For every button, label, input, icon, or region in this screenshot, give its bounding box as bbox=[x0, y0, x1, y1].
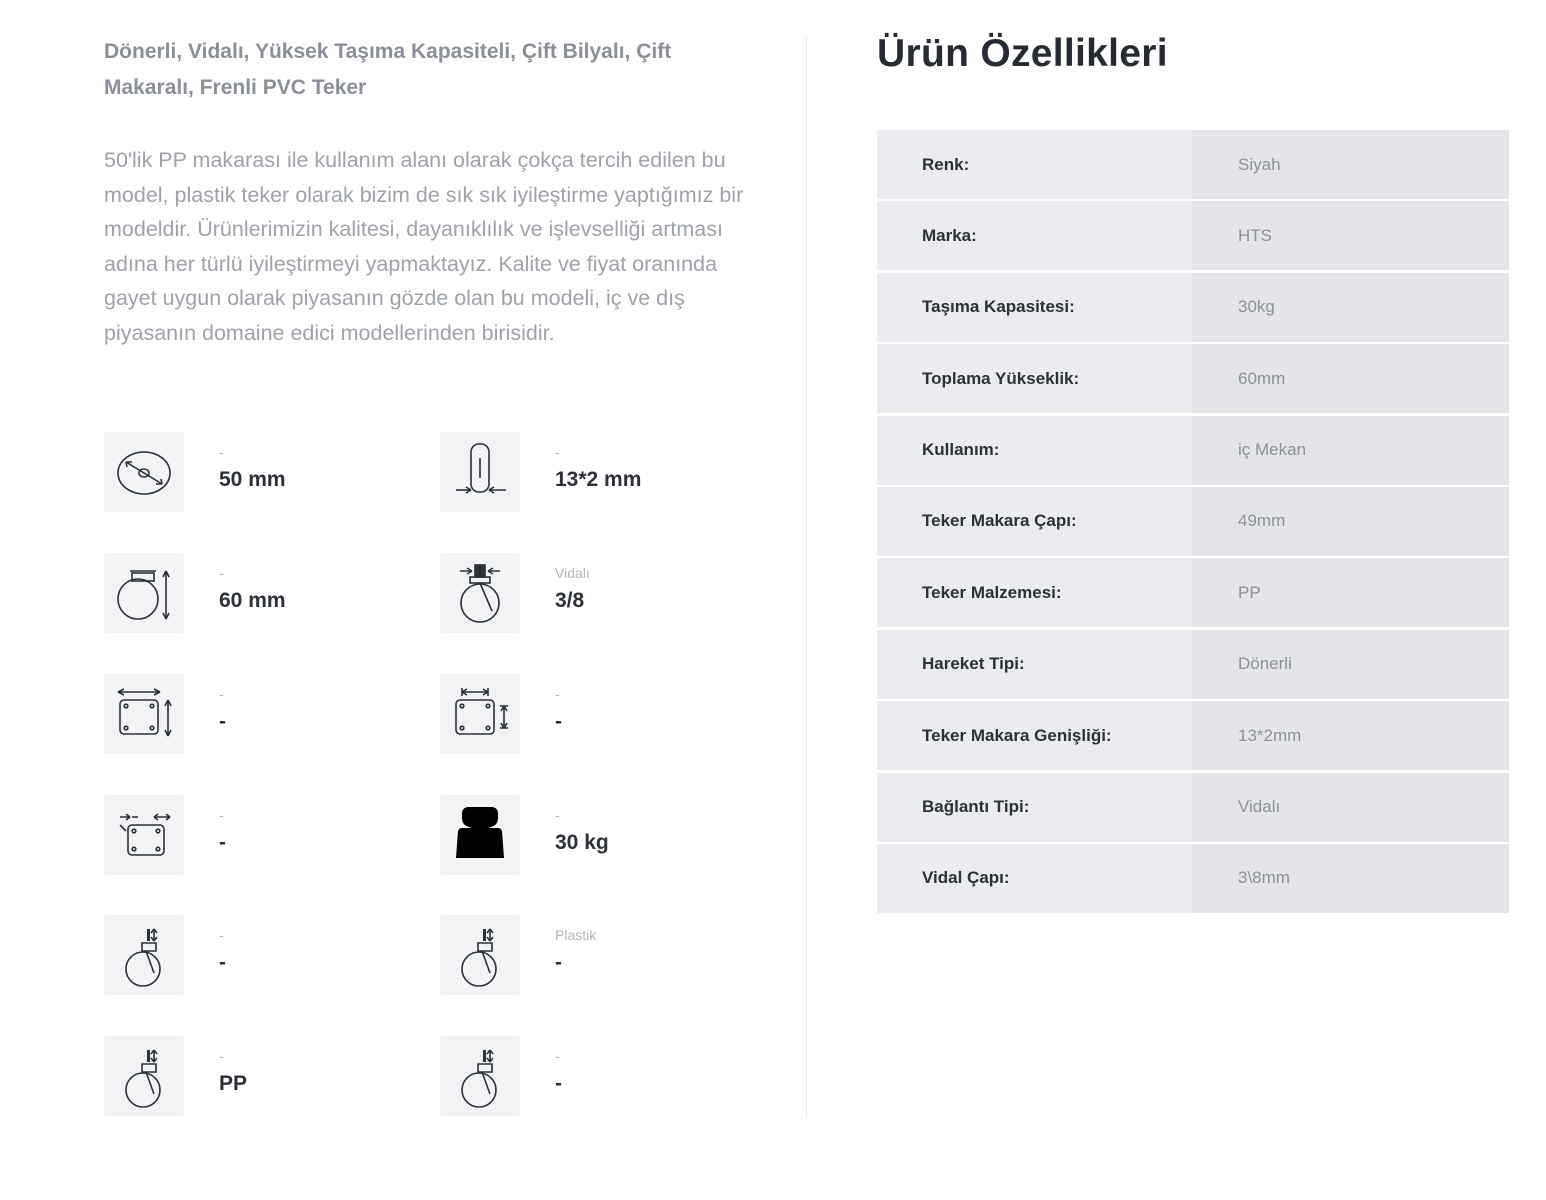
feature-value: - bbox=[555, 710, 562, 733]
spec-value: 3\8mm bbox=[1192, 844, 1509, 913]
feature-value: - bbox=[219, 710, 226, 733]
weight-capacity-icon bbox=[440, 795, 520, 875]
spec-row bbox=[877, 630, 1509, 699]
feature-value: 50 mm bbox=[219, 468, 286, 491]
feature-brake-2 bbox=[440, 915, 760, 997]
feature-label: - bbox=[555, 807, 560, 823]
hole-diameter-icon bbox=[104, 795, 184, 875]
column-divider bbox=[806, 36, 807, 1118]
spec-row bbox=[877, 416, 1509, 485]
feature-value: - bbox=[555, 951, 562, 974]
spec-value: 60mm bbox=[1192, 344, 1509, 413]
spec-row bbox=[877, 773, 1509, 842]
spec-row bbox=[877, 844, 1509, 913]
spec-value: Vidalı bbox=[1192, 773, 1509, 842]
spec-key: Vidal Çapı: bbox=[877, 844, 1192, 913]
caster-icon bbox=[104, 915, 184, 995]
spec-value: Dönerli bbox=[1192, 630, 1509, 699]
feature-value: - bbox=[219, 831, 226, 854]
feature-label: - bbox=[555, 1048, 560, 1064]
spec-row bbox=[877, 130, 1509, 199]
feature-brake-4 bbox=[440, 1036, 760, 1118]
spec-key: Toplama Yükseklik: bbox=[877, 344, 1192, 413]
caster-icon bbox=[104, 1036, 184, 1116]
plate-size-icon bbox=[104, 674, 184, 754]
feature-value: PP bbox=[219, 1072, 248, 1095]
feature-screw-mount bbox=[440, 553, 760, 635]
spec-key: Bağlantı Tipi: bbox=[877, 773, 1192, 842]
feature-label: Plastik bbox=[555, 927, 597, 943]
wheel-diameter-icon bbox=[104, 432, 184, 512]
wheel-width-icon bbox=[440, 432, 520, 512]
spec-value: HTS bbox=[1192, 201, 1509, 270]
spec-key: Teker Malzemesi: bbox=[877, 558, 1192, 627]
total-height-icon bbox=[104, 553, 184, 633]
spec-row bbox=[877, 201, 1509, 270]
feature-wheel-width bbox=[440, 432, 760, 514]
spec-value: iç Mekan bbox=[1192, 416, 1509, 485]
feature-hole-spacing bbox=[440, 674, 760, 756]
product-subtitle: Dönerli, Vidalı, Yüksek Taşıma Kapasiteli, Çift Bilyalı, Çift Makaralı, Frenli PVC Teker bbox=[104, 40, 672, 99]
feature-value: 3/8 bbox=[555, 589, 585, 612]
feature-plate-size bbox=[104, 674, 424, 756]
feature-value: 30 kg bbox=[555, 831, 609, 854]
feature-hole-diameter bbox=[104, 795, 424, 877]
spec-value: 30kg bbox=[1192, 273, 1509, 342]
specs-table bbox=[877, 130, 1509, 915]
spec-value: 49mm bbox=[1192, 487, 1509, 556]
spec-row bbox=[877, 273, 1509, 342]
feature-brake-1 bbox=[104, 915, 424, 997]
spec-key: Teker Makara Çapı: bbox=[877, 487, 1192, 556]
screw-mount-icon bbox=[440, 553, 520, 633]
feature-label: - bbox=[219, 565, 224, 581]
feature-value: 13*2 mm bbox=[555, 468, 642, 491]
feature-label: - bbox=[219, 444, 224, 460]
spec-key: Kullanım: bbox=[877, 416, 1192, 485]
feature-label: - bbox=[219, 1048, 224, 1064]
feature-label: - bbox=[555, 686, 560, 702]
feature-value: - bbox=[555, 1072, 562, 1095]
caster-icon bbox=[440, 1036, 520, 1116]
feature-wheel-diameter bbox=[104, 432, 424, 514]
hole-spacing-icon bbox=[440, 674, 520, 754]
spec-key: Taşıma Kapasitesi: bbox=[877, 273, 1192, 342]
feature-label: - bbox=[219, 807, 224, 823]
feature-label: - bbox=[219, 686, 224, 702]
spec-row bbox=[877, 487, 1509, 556]
spec-row bbox=[877, 344, 1509, 413]
spec-row bbox=[877, 701, 1509, 770]
spec-value: 13*2mm bbox=[1192, 701, 1509, 770]
feature-value: 60 mm bbox=[219, 589, 286, 612]
feature-brake-3 bbox=[104, 1036, 424, 1118]
feature-weight-capacity bbox=[440, 795, 760, 877]
feature-label: - bbox=[219, 927, 224, 943]
spec-value: Siyah bbox=[1192, 130, 1509, 199]
feature-label: Vidalı bbox=[555, 565, 590, 581]
spec-key: Renk: bbox=[877, 130, 1192, 199]
product-description: 50'lik PP makarası ile kullanım alanı olarak çokça tercih edilen bu model, plastik teker olarak bizim de sık sık iyileştirme yaptığımız bir modeldir. Ürünlerimizin kalitesi, dayanıklılık ve işlevselliği artması adına her türlü iyileştirmeyi yapmaktayız. Kalite ve fiyat oranında gayet uygun olarak piyasanın gözde olan bu modeli, iç ve dış piyasanın domaine edici modellerinden birisidir. bbox=[104, 148, 744, 345]
spec-row bbox=[877, 558, 1509, 627]
feature-value: - bbox=[219, 951, 226, 974]
spec-key: Marka: bbox=[877, 201, 1192, 270]
feature-total-height bbox=[104, 553, 424, 635]
spec-key: Teker Makara Genişliği: bbox=[877, 701, 1192, 770]
spec-key: Hareket Tipi: bbox=[877, 630, 1192, 699]
feature-label: - bbox=[555, 444, 560, 460]
caster-icon bbox=[440, 915, 520, 995]
specs-title: Ürün Özellikleri bbox=[877, 32, 1168, 75]
spec-value: PP bbox=[1192, 558, 1509, 627]
